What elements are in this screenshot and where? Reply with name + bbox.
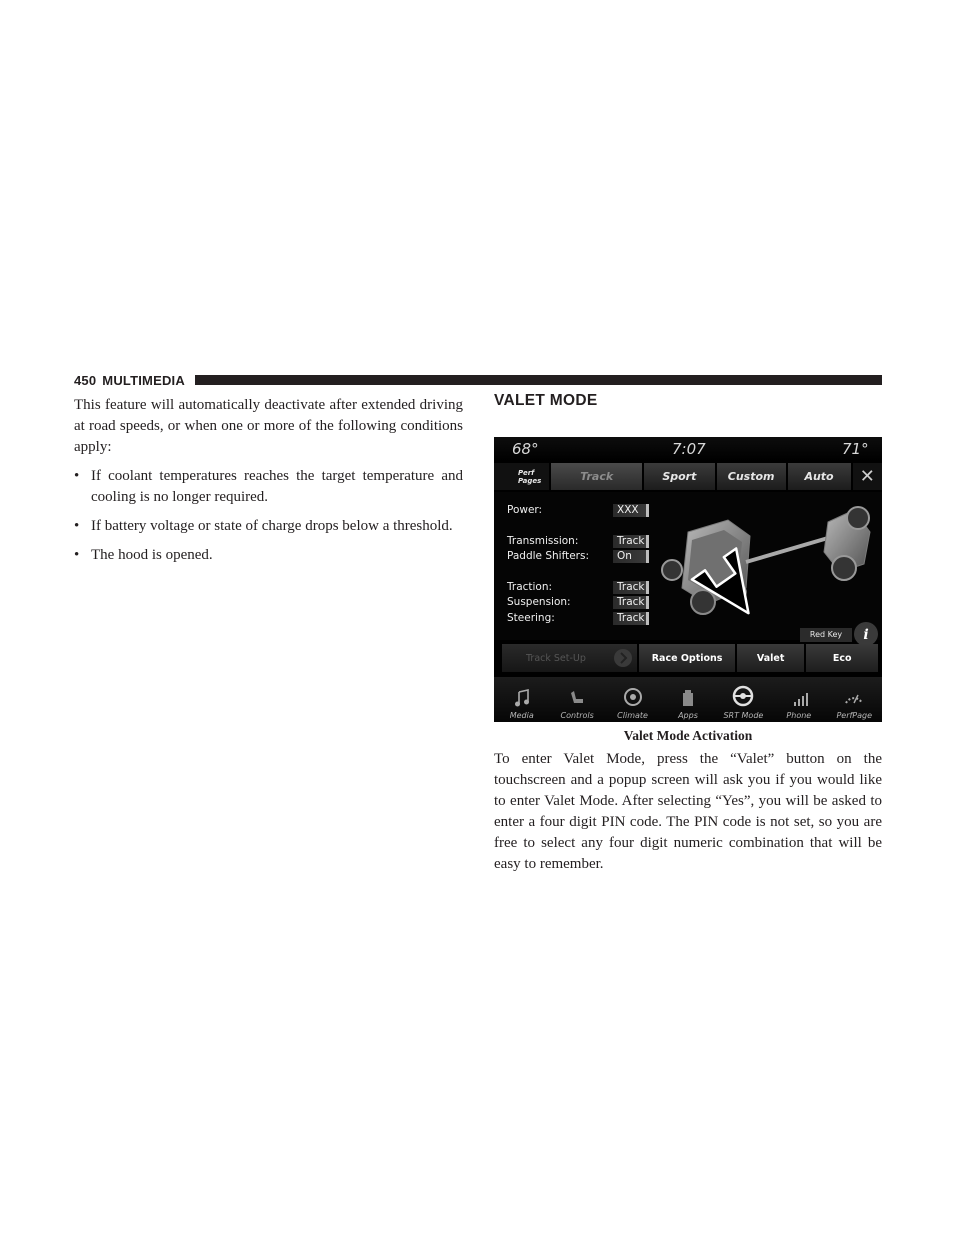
bullet-icon: •: [74, 468, 80, 484]
list-item: [74, 516, 463, 537]
list-item: [74, 545, 463, 566]
tab-custom[interactable]: Custom: [717, 463, 788, 490]
outside-temp-left: 68°: [512, 440, 539, 458]
setting-row: Steering: Track: [507, 611, 657, 625]
page-number: 450: [74, 372, 97, 388]
nav-perfpage[interactable]: PerfPage: [827, 677, 882, 722]
chassis-illustration: [658, 492, 882, 640]
perf-pages-button[interactable]: Perf Pages: [494, 463, 551, 490]
chevron-right-icon: [613, 648, 633, 668]
clock: 7:07: [672, 440, 706, 458]
page-header: [74, 372, 882, 388]
mode-tabs: [494, 463, 882, 490]
tab-sport[interactable]: Sport: [644, 463, 717, 490]
touchscreen-image: [494, 437, 882, 722]
track-setup-button[interactable]: Track Set-Up: [502, 644, 639, 672]
right-column: [494, 392, 882, 872]
race-options-button[interactable]: Race Options: [639, 644, 736, 672]
svg-text:i: i: [863, 627, 869, 643]
list-item: [74, 466, 463, 508]
setting-row: Power: XXX: [507, 503, 657, 517]
valet-button[interactable]: Valet: [737, 644, 807, 672]
bottom-nav: [494, 677, 882, 722]
close-icon[interactable]: ✕: [853, 463, 883, 490]
outside-temp-right: 71°: [842, 440, 869, 458]
seat-icon: [568, 689, 586, 707]
nav-apps[interactable]: Apps: [660, 677, 715, 722]
status-bar: [494, 437, 882, 461]
eco-button[interactable]: Eco: [806, 644, 878, 672]
bullet-icon: •: [74, 547, 80, 563]
action-bar: [502, 644, 878, 672]
red-key-label: Red Key: [800, 628, 852, 642]
nav-phone[interactable]: Phone: [771, 677, 826, 722]
music-note-icon: [514, 689, 530, 707]
setting-row: Paddle Shifters: On: [507, 549, 657, 563]
nav-media[interactable]: Media: [494, 677, 549, 722]
nav-srt-mode[interactable]: SRT Mode: [716, 677, 771, 722]
tab-auto[interactable]: Auto: [788, 463, 853, 490]
bullet-icon: •: [74, 518, 80, 534]
nav-controls[interactable]: Controls: [549, 677, 604, 722]
info-icon[interactable]: [854, 622, 878, 646]
climate-icon: [623, 687, 643, 707]
body-paragraph: To enter Valet Mode, press the “Valet” button on the touchscreen and a popup screen will ask you if you would like to enter Valet Mode. After selecting “Yes”, you will be asked to enter a four digit PIN code. The PIN code is not set, so you are free to select any four digit numeric combination that will be easy to remember.: [494, 751, 882, 872]
setting-row: Transmission: Track: [507, 534, 657, 548]
gauge-icon: [843, 687, 865, 707]
figure-caption: Valet Mode Activation: [623, 728, 753, 743]
settings-panel: [494, 492, 882, 643]
section-name: MULTIMEDIA: [102, 372, 185, 388]
list-item-text: The hood is opened.: [91, 547, 213, 563]
header-rule: [195, 375, 882, 385]
section-title: VALET MODE: [494, 392, 598, 409]
nav-climate[interactable]: Climate: [605, 677, 660, 722]
apps-icon: [681, 689, 695, 707]
setting-row: Suspension: Track: [507, 595, 657, 609]
list-item-text: If battery voltage or state of charge drops below a threshold.: [91, 518, 453, 534]
setting-row: Traction: Track: [507, 580, 657, 594]
signal-icon: [788, 691, 810, 707]
left-column: [74, 395, 463, 574]
steering-wheel-icon: [732, 685, 754, 707]
tab-track[interactable]: Track: [551, 463, 643, 490]
condition-list: [74, 466, 463, 566]
list-item-text: If coolant temperatures reaches the target temperature and cooling is no longer required.: [91, 468, 463, 505]
intro-paragraph: This feature will automatically deactivate after extended driving at road speeds, or when one or more of the following conditions apply:: [74, 397, 463, 455]
